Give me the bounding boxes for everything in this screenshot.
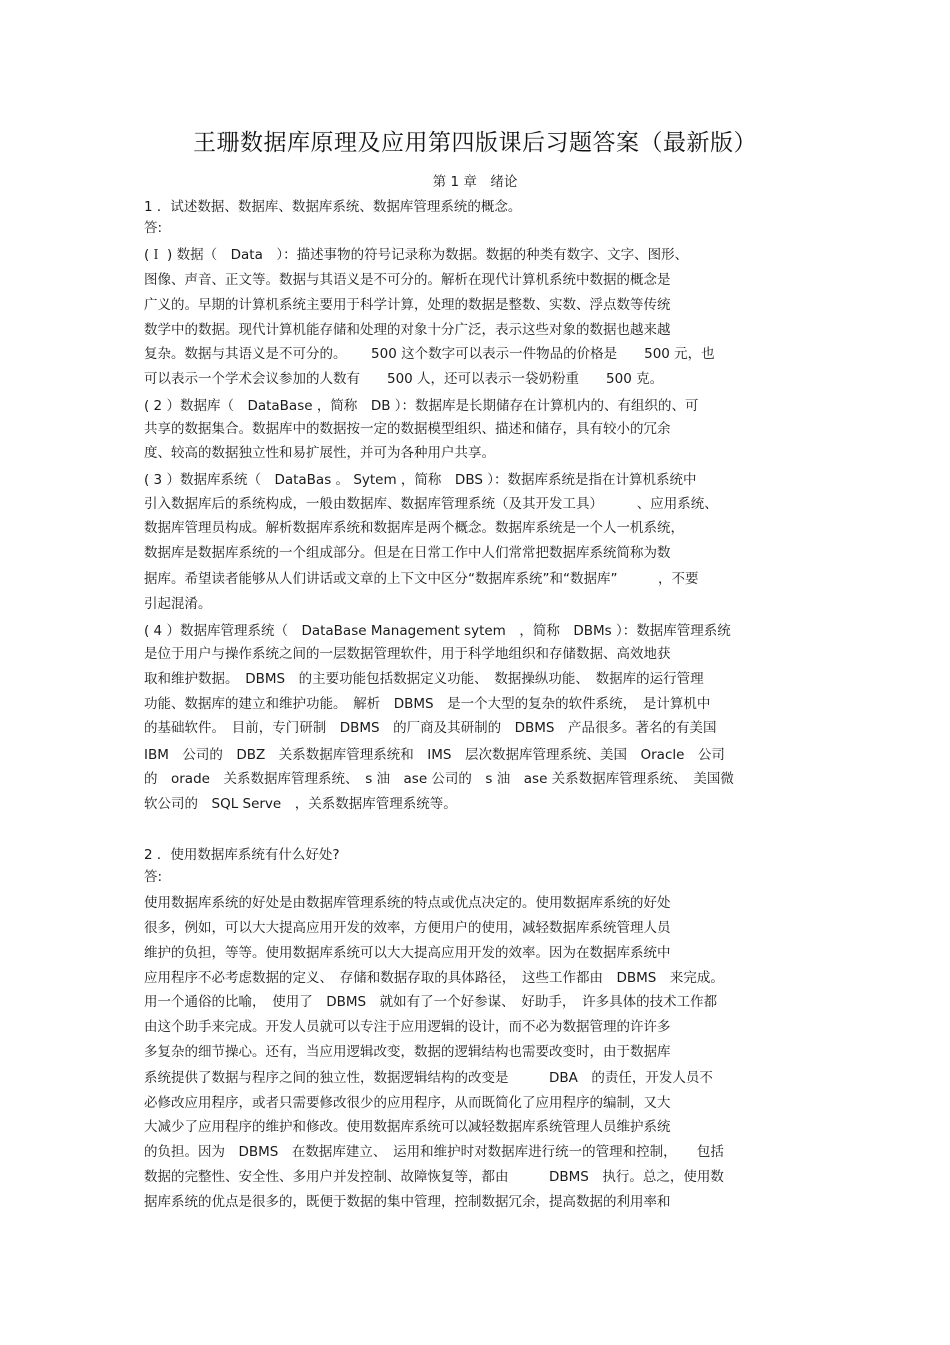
document-title: 王珊数据库原理及应用第四版课后习题答案（最新版） [193,130,757,156]
paragraph-line: 很多，例如，可以大大提高应用开发的效率，方便用户的使用，减轻数据库系统管理人员 [144,920,671,936]
paragraph-line: ( 4 ）数据库管理系统（ DataBase Management sytem ，简称 DBMs ）：数据库管理系统 [144,623,731,639]
answer-label: 答: [144,869,163,885]
paragraph-line: ( 2 ）数据库（ DataBase ，简称 DB ）：数据库是长期储存在计算机内的、有组织的、可 [144,398,699,414]
paragraph-line: 据库系统的优点是很多的，既便于数据的集中管理，控制数据冗余，提高数据的利用率和 [144,1194,671,1210]
paragraph-line: 引起混淆。 [144,596,212,612]
paragraph-line: 必修改应用程序，或者只需要修改很少的应用程序，从而既简化了应用程序的编制，又大 [144,1095,671,1111]
paragraph-line: 是位于用户与操作系统之间的一层数据管理软件，用于科学地组织和存储数据、高效地获 [144,646,671,662]
paragraph-line: 据库。希望读者能够从人们讲话或文章的上下文中区分“数据库系统”和“数据库” ，不要 [144,571,699,587]
paragraph-line: (Ｉ ) 数据（ Data ）：描述事物的符号记录称为数据。数据的种类有数字、文字、图形、 [144,247,689,263]
paragraph-line: 广义的。早期的计算机系统主要用于科学计算，处理的数据是整数、实数、浮点数等传统 [144,297,671,313]
paragraph-line: 多复杂的细节操心。还有，当应用逻辑改变，数据的逻辑结构也需要改变时，由于数据库 [144,1044,671,1060]
paragraph-line: 用一个通俗的比喻， 使用了 DBMS 就如有了一个好参谋、 好助手， 许多具体的技术工作都 [144,994,718,1010]
paragraph-line: 使用数据库系统的好处是由数据库管理系统的特点或优点决定的。使用数据库系统的好处 [144,895,671,911]
paragraph-line: 由这个助手来完成。开发人员就可以专注于应用逻辑的设计，而不必为数据管理的许许多 [144,1019,671,1035]
paragraph-line: 复杂。数据与其语义是不可分的。 500 这个数字可以表示一件物品的价格是 500 元，也 [144,346,715,362]
paragraph-line: 可以表示一个学术会议参加的人数有 500 人，还可以表示一袋奶粉重 500 克。 [144,371,664,387]
paragraph-line: 的负担。因为 DBMS 在数据库建立、 运用和维护时对数据库进行统一的管理和控制， 包括 [144,1144,724,1160]
paragraph-line: 共享的数据集合。数据库中的数据按一定的数据模型组织、描述和储存，具有较小的冗余 [144,421,671,437]
paragraph-line: 功能、数据库的建立和维护功能。 解析 DBMS 是一个大型的复杂的软件系统， 是计算机中 [144,696,711,712]
paragraph-line: 的 orade 关系数据库管理系统、 s 油 ase 公司的 s 油 ase 关系数据库管理系统、 美国微 [144,771,734,787]
paragraph-line: 数据的完整性、安全性、多用户并发控制、故障恢复等，都由 DBMS 执行。总之，使用数 [144,1169,724,1185]
paragraph-line: 数据库管理员构成。解析数据库系统和数据库是两个概念。数据库系统是一个人一机系统， [144,520,684,536]
paragraph-line: 应用程序不必考虑数据的定义、 存储和数据存取的具体路径， 这些工作都由 DBMS 来完成。 [144,970,724,986]
paragraph-line: 取和维护数据。 DBMS 的主要功能包括数据定义功能、 数据操纵功能、 数据库的运行管理 [144,671,704,687]
paragraph-line: 数学中的数据。现代计算机能存储和处理的对象十分广泛，表示这些对象的数据也越来越 [144,322,671,338]
answer-label: 答: [144,220,163,236]
question-2: 2 ．使用数据库系统有什么好处? [144,847,340,863]
paragraph-line: 引入数据库后的系统构成，一般由数据库、数据库管理系统（及其开发工具） 、应用系统、 [144,496,718,512]
paragraph-line: ( 3 ）数据库系统（ DataBas 。 Sytem ，简称 DBS ）：数据库系统是指在计算机系统中 [144,472,697,488]
paragraph-line: IBM 公司的 DBZ 关系数据库管理系统和 IMS 层次数据库管理系统、美国 Oracle 公司 [144,747,725,763]
chapter-heading: 第 1 章 绪论 [432,174,518,190]
paragraph-line: 大减少了应用程序的维护和修改。使用数据库系统可以减轻数据库系统管理人员维护系统 [144,1119,671,1135]
paragraph-line: 系统提供了数据与程序之间的独立性，数据逻辑结构的改变是 DBA 的责任，开发人员不 [144,1070,713,1086]
paragraph-line: 软公司的 SQL Serve ，关系数据库管理系统等。 [144,796,457,812]
paragraph-line: 的基础软件。 目前，专门研制 DBMS 的厂商及其研制的 DBMS 产品很多。著名的有美国 [144,720,717,736]
paragraph-line: 度、较高的数据独立性和易扩展性，并可为各种用户共享。 [144,445,495,461]
paragraph-line: 维护的负担，等等。使用数据库系统可以大大提高应用开发的效率。因为在数据库系统中 [144,945,671,961]
question-1: 1 ．试述数据、数据库、数据库系统、数据库管理系统的概念。 [144,199,522,215]
paragraph-line: 数据库是数据库系统的一个组成部分。但是在日常工作中人们常常把数据库系统简称为数 [144,545,671,561]
paragraph-line: 图像、声音、正文等。数据与其语义是不可分的。解析在现代计算机系统中数据的概念是 [144,272,671,288]
